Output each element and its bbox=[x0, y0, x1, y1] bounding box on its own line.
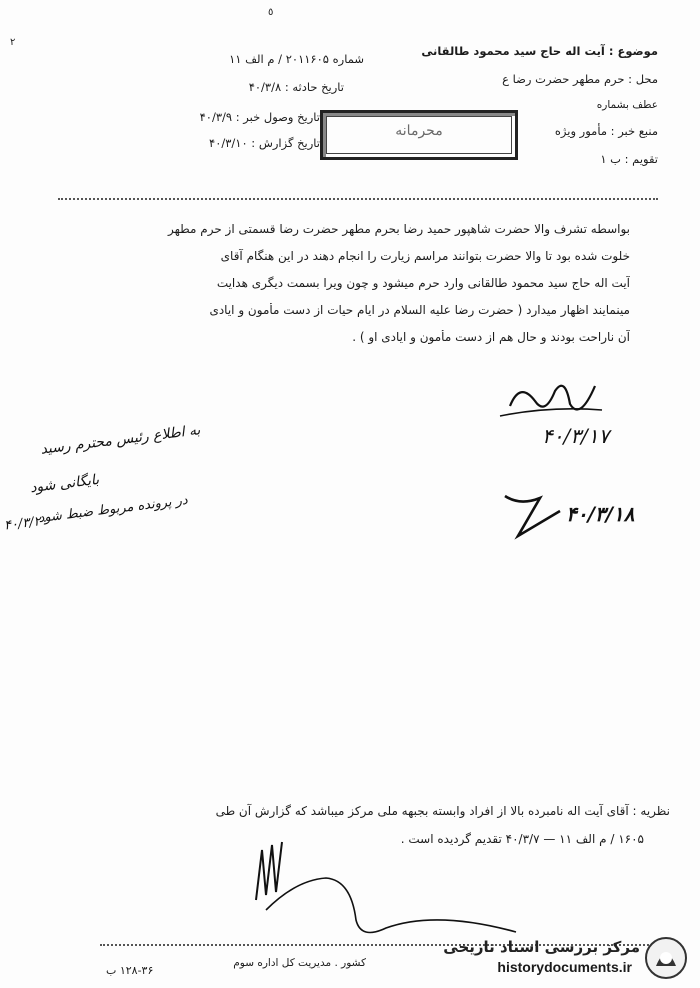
document-code: ۱۲۸-۳۶ ب bbox=[106, 964, 154, 977]
watermark-url: historydocuments.ir bbox=[497, 959, 632, 975]
opinion-line-1: نظریه : آقای آیت اله نامبرده بالا از افراد وابسته بجبهه ملی مرکز میباشد که گزارش آن طی bbox=[215, 804, 670, 818]
opinion-line-2: ۱۶۰۵ / م الف ۱۱ — ۴۰/۳/۷ تقدیم گردیده است . bbox=[400, 832, 644, 846]
subject-line: موضوع : آیت اله حاج سید محمود طالقانی bbox=[421, 44, 658, 58]
handwritten-note-4: ۴۰/۳/۲۰ bbox=[3, 513, 49, 534]
report-body-line-4: مینمایند اظهار میدارد ( حضرت رضا علیه السلام در ایام حیات از دست مأمون و ایادی bbox=[209, 303, 630, 317]
top-mark: ٥ bbox=[268, 7, 274, 18]
source-line: منبع خبر : مأمور ویژه bbox=[554, 124, 658, 138]
report-date: تاریخ گزارش : ۴۰/۳/۱۰ bbox=[209, 136, 320, 150]
report-number: شماره ۲۰۱۱۶۰۵ / م الف ۱۱ bbox=[229, 52, 364, 66]
receive-date: تاریخ وصول خبر : ۴۰/۳/۹ bbox=[199, 110, 320, 124]
watermark-title: مرکز بررسی اسناد تاریخی bbox=[443, 938, 640, 956]
report-body-line-5: آن ناراحت بودند و حال هم از دست مأمون و ایادی او ) . bbox=[352, 330, 630, 344]
watermark-logo bbox=[426, 936, 688, 980]
classification-stamp bbox=[320, 110, 518, 160]
distribution-line: کشور . مدیریت کل اداره سوم bbox=[233, 957, 366, 969]
corner-mark: ٢ bbox=[10, 37, 16, 48]
report-body-line-2: خلوت شده بود تا والا حضرت بتوانند مراسم زیارت را انجام دهند در این هنگام آقای bbox=[220, 249, 630, 263]
follow-number: عطف بشماره bbox=[596, 99, 658, 111]
event-date: تاریخ حادثه : ۴۰/۳/۸ bbox=[248, 80, 344, 94]
signature-date: ۴۰/۳/۱۷ bbox=[542, 424, 610, 448]
archive-logo-icon bbox=[644, 936, 688, 980]
handwritten-note-1: به اطلاع رئیس محترم رسید bbox=[39, 422, 202, 458]
report-body-line-3: آیت اله حاج سید محمود طالقانی وارد حرم میشود و چون ویرا بسمت دیگری هدایت bbox=[216, 276, 630, 290]
evaluation-line: تقویم : ب ۱ bbox=[600, 152, 658, 166]
report-body-line-1: بواسطه تشرف والا حضرت شاهپور حمید رضا بحرم مطهر حضرت رضا قسمتی از حرم مطهر bbox=[168, 222, 630, 236]
handwritten-note-3: در پرونده مربوط ضبط شود bbox=[37, 492, 189, 527]
signature-scribble bbox=[490, 376, 610, 466]
signature-date-2: ۴۰/۳/۱۸ bbox=[566, 502, 635, 526]
stamp-text: محرمانه bbox=[395, 123, 443, 139]
header-separator bbox=[58, 198, 658, 200]
footer-scribble bbox=[236, 840, 526, 950]
location-line: محل : حرم مطهر حضرت رضا ع bbox=[502, 72, 658, 86]
handwritten-note-2: بایگانی شود bbox=[29, 471, 100, 497]
